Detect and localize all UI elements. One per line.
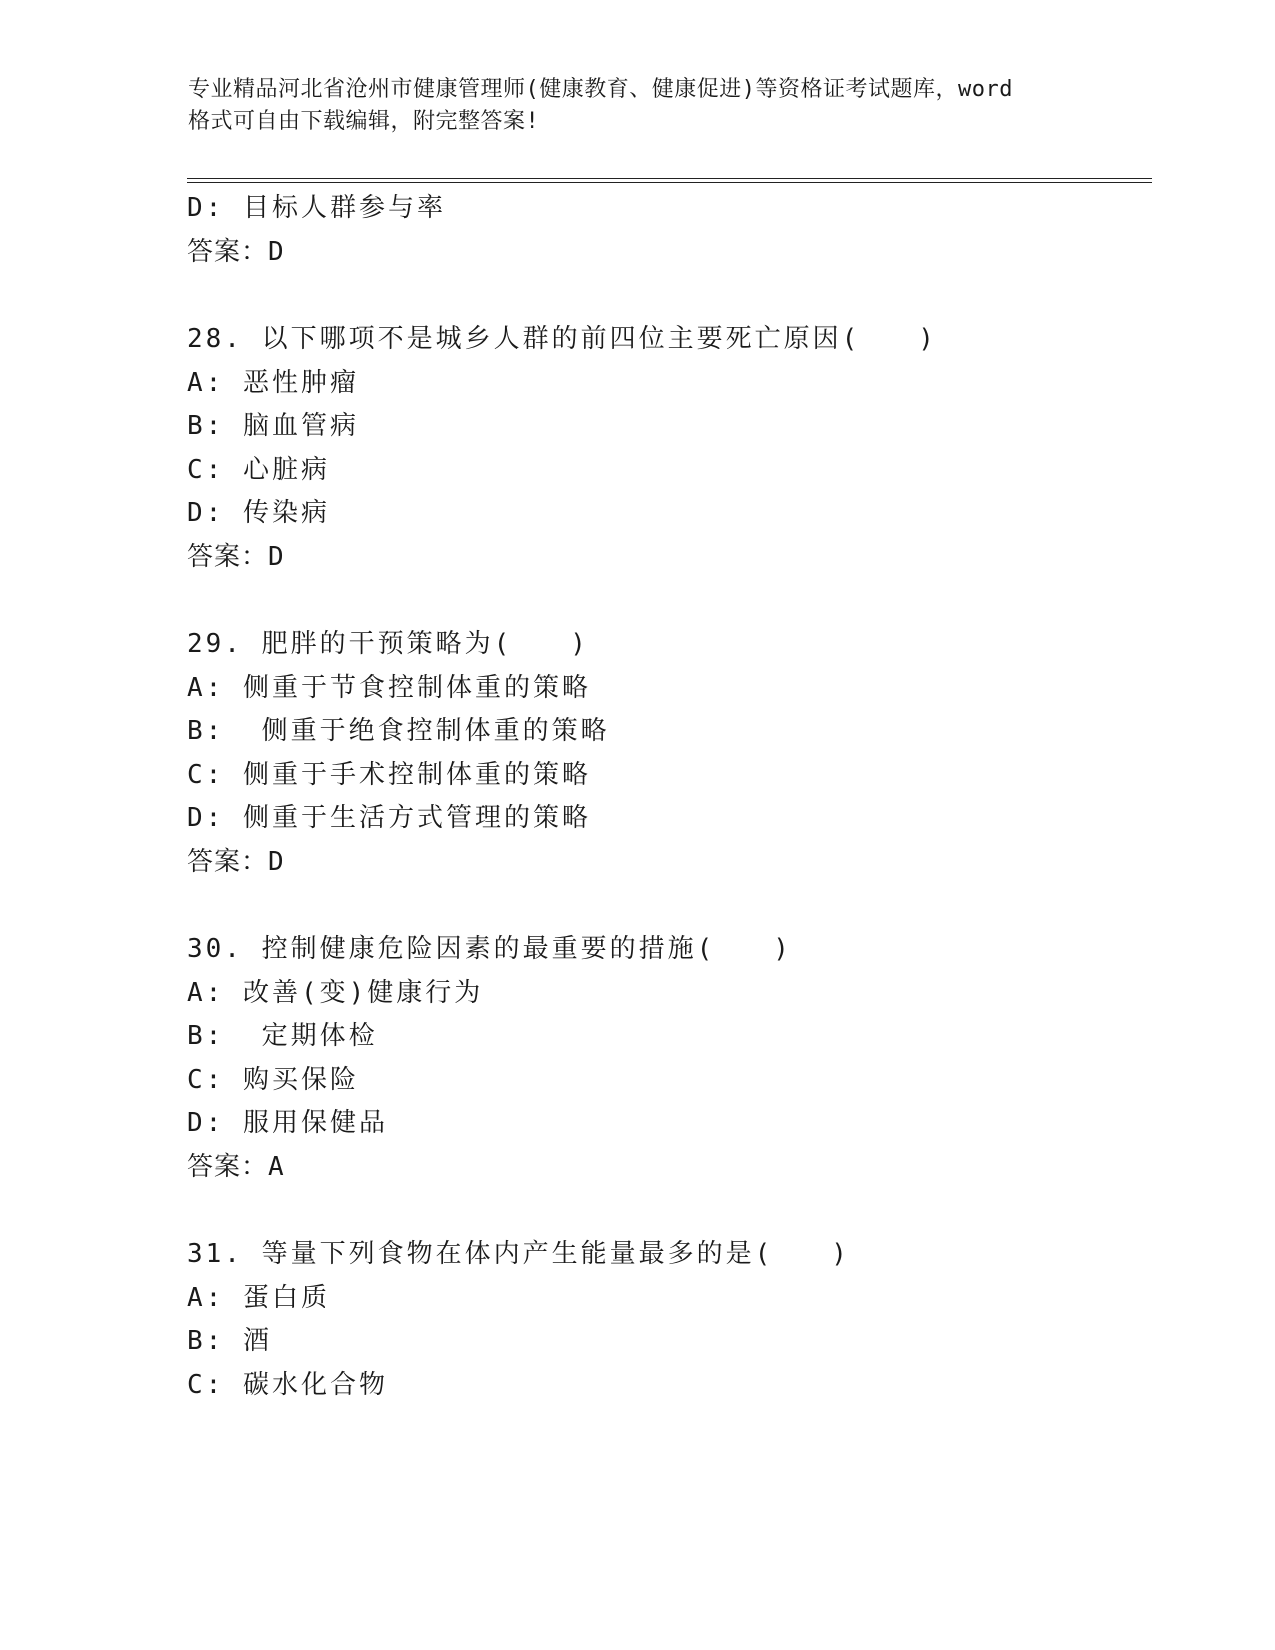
option-line: D: 目标人群参与率 [187,193,446,223]
option-line: C: 购买保险 [187,1065,359,1095]
option-line: C: 心脏病 [187,455,330,485]
option-line: B: 脑血管病 [187,411,359,441]
option-line: B: 定期体检 [187,1021,378,1051]
question-line: 28. 以下哪项不是城乡人群的前四位主要死亡原因( ) [187,324,937,354]
answer-line: 答案：D [187,237,285,267]
option-line: D: 服用保健品 [187,1108,388,1138]
option-line: A: 蛋白质 [187,1283,330,1313]
option-line: D: 传染病 [187,498,330,528]
question-line: 31. 等量下列食物在体内产生能量最多的是( ) [187,1239,850,1269]
option-line: C: 侧重于手术控制体重的策略 [187,760,591,790]
option-line: C: 碳水化合物 [187,1370,388,1400]
header-divider-top [187,178,1152,179]
option-line: A: 侧重于节食控制体重的策略 [187,673,591,703]
question-line: 29. 肥胖的干预策略为( ) [187,629,589,659]
answer-line: 答案：A [187,1152,285,1182]
document-header [188,74,1108,138]
header-divider-bottom [187,182,1152,183]
question-line: 30. 控制健康危险因素的最重要的措施( ) [187,934,792,964]
header-line-2: 格式可自由下载编辑，附完整答案! [188,109,540,134]
option-line: A: 改善(变)健康行为 [187,978,484,1008]
option-line: A: 恶性肿瘤 [187,368,359,398]
option-line: D: 侧重于生活方式管理的策略 [187,803,591,833]
answer-line: 答案：D [187,847,285,877]
header-line-1: 专业精品河北省沧州市健康管理师(健康教育、健康促进)等资格证考试题库，word [188,77,1013,102]
option-line: B: 酒 [187,1326,272,1356]
answer-line: 答案：D [187,542,285,572]
option-line: B: 侧重于绝食控制体重的策略 [187,716,610,746]
